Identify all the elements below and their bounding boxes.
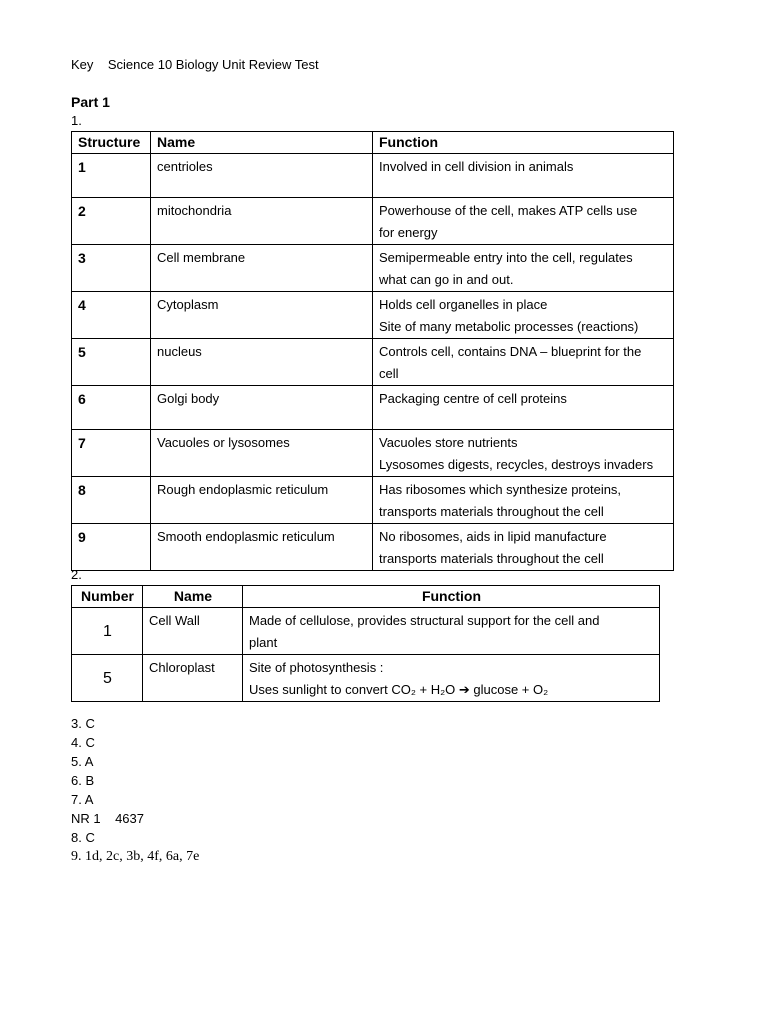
structure-function	[373, 386, 674, 430]
structure-name: Cell Wall	[143, 608, 243, 655]
structure-function	[243, 655, 660, 702]
function-line: Vacuoles store nutrients	[379, 435, 518, 450]
table-row	[72, 292, 674, 339]
structure-number: 9	[72, 524, 151, 571]
structure-number: 8	[72, 477, 151, 524]
answer-item: NR 1 4637	[71, 811, 144, 826]
structure-number: 7	[72, 430, 151, 477]
column-header-structure: Structure	[72, 132, 151, 154]
table-row	[72, 198, 674, 245]
answer-list	[71, 714, 199, 866]
table-row	[72, 524, 674, 571]
key-label: Key	[71, 57, 94, 72]
column-header-function: Function	[373, 132, 674, 154]
structure-name: centrioles	[151, 154, 373, 198]
structure-function	[373, 339, 674, 386]
structure-name: nucleus	[151, 339, 373, 386]
answer-item: 7. A	[71, 792, 94, 807]
function-line: Controls cell, contains DNA – blueprint for the	[379, 344, 642, 359]
function-line: Site of many metabolic processes (reactions)	[379, 319, 639, 334]
structure-number: 5	[72, 339, 151, 386]
structure-name: Golgi body	[151, 386, 373, 430]
function-line: Involved in cell division in animals	[379, 159, 574, 174]
answer-item: 3. C	[71, 716, 95, 731]
structure-number: 1	[72, 154, 151, 198]
column-header-function: Function	[243, 586, 660, 608]
structure-name: Rough endoplasmic reticulum	[151, 477, 373, 524]
table-row	[72, 386, 674, 430]
function-line: cell	[379, 366, 399, 381]
function-line: Packaging centre of cell proteins	[379, 391, 567, 406]
function-line: Has ribosomes which synthesize proteins,	[379, 482, 622, 497]
structure-function	[243, 608, 660, 655]
structure-number: 3	[72, 245, 151, 292]
table-row	[72, 154, 674, 198]
answer-item: 5. A	[71, 754, 94, 769]
function-line: what can go in and out.	[379, 272, 514, 287]
structure-function	[373, 524, 674, 571]
document-header	[71, 57, 319, 72]
structure-function	[373, 245, 674, 292]
column-header-name: Name	[143, 586, 243, 608]
table-row	[72, 608, 660, 655]
cell-structures-table	[71, 131, 674, 571]
structure-name: Cell membrane	[151, 245, 373, 292]
table-row	[72, 245, 674, 292]
structure-number: 4	[72, 292, 151, 339]
table-header-row	[72, 586, 660, 608]
structure-name: mitochondria	[151, 198, 373, 245]
answer-item: 9. 1d, 2c, 3b, 4f, 6a, 7e	[71, 849, 200, 864]
question-2-label: 2.	[71, 567, 82, 582]
function-line: for energy	[379, 225, 438, 240]
function-line: Made of cellulose, provides structural support for the cell and	[249, 613, 600, 628]
column-header-name: Name	[151, 132, 373, 154]
question-1-label: 1.	[71, 113, 82, 128]
function-line: transports materials throughout the cell	[379, 551, 604, 566]
column-header-number: Number	[72, 586, 143, 608]
structure-function	[373, 154, 674, 198]
function-line: Lysosomes digests, recycles, destroys invaders	[379, 457, 654, 472]
plant-structures-table	[71, 585, 660, 702]
structure-function	[373, 198, 674, 245]
table-row	[72, 339, 674, 386]
table-row	[72, 477, 674, 524]
document-title: Science 10 Biology Unit Review Test	[107, 57, 319, 72]
table-row	[72, 655, 660, 702]
structure-name: Vacuoles or lysosomes	[151, 430, 373, 477]
function-line: plant	[249, 635, 278, 650]
answer-item: 6. B	[71, 773, 95, 788]
structure-name: Smooth endoplasmic reticulum	[151, 524, 373, 571]
function-line: Uses sunlight to convert CO₂ + H₂O ➔ glucose + O₂	[249, 682, 549, 697]
function-line: No ribosomes, aids in lipid manufacture	[379, 529, 607, 544]
function-line: Site of photosynthesis :	[249, 660, 384, 675]
function-line: transports materials throughout the cell	[379, 504, 604, 519]
structure-function	[373, 477, 674, 524]
structure-number: 6	[72, 386, 151, 430]
structure-number: 5	[72, 655, 143, 702]
answer-item: 8. C	[71, 830, 95, 845]
table-header-row	[72, 132, 674, 154]
function-line: Powerhouse of the cell, makes ATP cells use	[379, 203, 638, 218]
structure-name: Cytoplasm	[151, 292, 373, 339]
structure-number: 1	[72, 608, 143, 655]
function-line: Holds cell organelles in place	[379, 297, 548, 312]
function-line: Semipermeable entry into the cell, regulates	[379, 250, 633, 265]
answer-item: 4. C	[71, 735, 95, 750]
structure-number: 2	[72, 198, 151, 245]
structure-function	[373, 430, 674, 477]
structure-name: Chloroplast	[143, 655, 243, 702]
part-title: Part 1	[71, 94, 110, 110]
table-row	[72, 430, 674, 477]
structure-function	[373, 292, 674, 339]
